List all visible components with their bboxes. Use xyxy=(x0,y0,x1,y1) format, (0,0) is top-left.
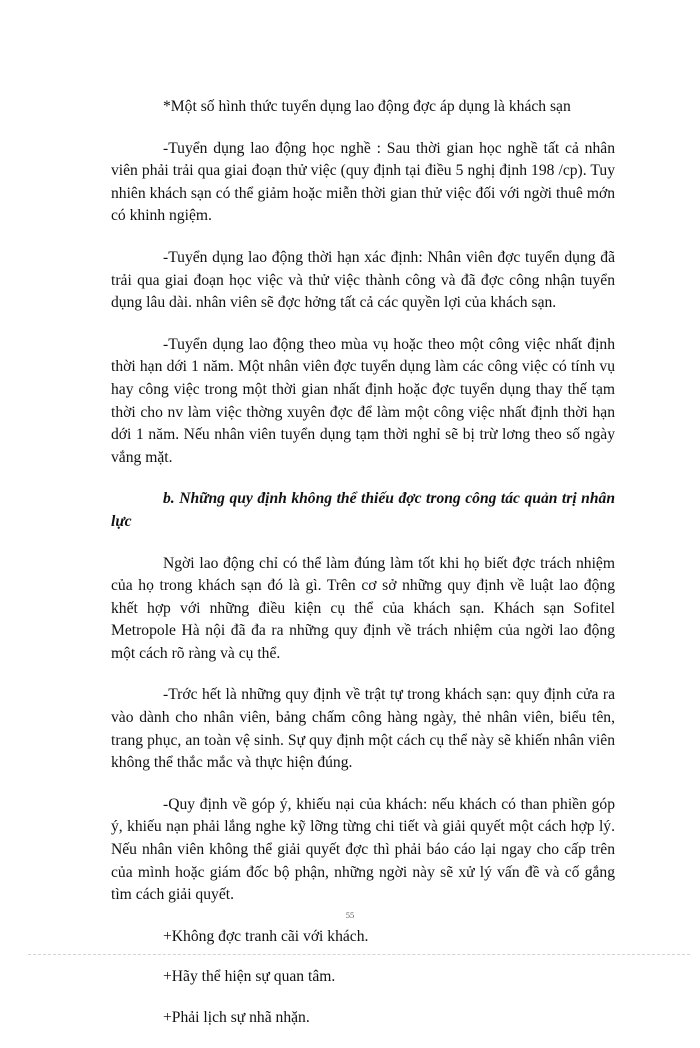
document-page xyxy=(111,96,615,1048)
bullet-item: +Không đợc tranh cãi với khách. xyxy=(163,927,369,945)
paragraph-seasonal-recruitment: -Tuyển dụng lao động theo mùa vụ hoặc theo một công việc nhất định thời hạn dới 1 năm. Một nhân viên đợc tuyển dụng làm các công việc có tính vụ hay công việc trong một thời gian nhất định hoặc đợc tuyển dụng thay thế tạm thời cho nv làm việc thờng xuyên đợc để làm một công việc nhất định thời hạn dới 1 năm. Nếu nhân viên tuyển dụng tạm thời nghỉ sẽ bị trừ lơng theo số ngày vắng mặt. xyxy=(111,335,615,466)
paragraph-fixed-term-recruitment: -Tuyển dụng lao động thời hạn xác định: Nhân viên đợc tuyển dụng đã trải qua giai đoạn học việc và thử việc thành công và đã đợc công nhận tuyển dụng lâu dài. nhân viên sẽ đợc hởng tất cả các quyền lợi của khách sạn. xyxy=(111,248,615,312)
bullet-item: +Phải lịch sự nhã nhặn. xyxy=(163,1009,310,1026)
paragraph-responsibilities: Ngời lao động chỉ có thể làm đúng làm tốt khi họ biết đợc trách nhiệm của họ trong khách sạn đó là gì. Trên cơ sở những quy định về luật lao động khết hợp với những điều kiện cụ thể của khách sạn. Khách sạn Sofitel Metropole Hà nội đã đa ra những quy định về trách nhiệm của ngời lao động một cách rõ ràng và cụ thể. xyxy=(111,554,615,662)
paragraph-complaint-rules: -Quy định về góp ý, khiếu nại của khách: nếu khách có than phiền góp ý, khiếu nạn phải lắng nghe kỹ lỡng từng chi tiết và giải quyết một cách hợp lý. Nếu nhân viên không thể giải quyết đợc thì phải báo cáo lại ngay cho cấp trên của mình hoặc giám đốc bộ phận, những ngời này sẽ xử lý vấn đề và cố gắng tìm cách giải quyết. xyxy=(111,795,615,904)
paragraph-apprentice-recruitment: -Tuyển dụng lao động học nghề : Sau thời gian học nghề tất cả nhân viên phải trải qua giai đoạn thử việc (quy định tại điều 5 nghị định 198 /cp). Tuy nhiên khách sạn có thể giảm hoặc miễn thời gian thử việc đối với ngời thuê mớn có khinh ngiệm. xyxy=(111,139,615,225)
bullet-item: +Hãy thể hiện sự quan tâm. xyxy=(163,968,336,986)
page-bottom-divider xyxy=(28,954,690,955)
paragraph-intro: *Một số hình thức tuyển dụng lao động đợc áp dụng là khách sạn xyxy=(163,98,571,115)
paragraph-order-rules: -Trớc hết là những quy định về trật tự trong khách sạn: quy định cửa ra vào dành cho nhân viên, bảng chấm công hàng ngày, thẻ nhân viên, biểu tên, trang phục, an toàn vệ sinh. Sự quy định một cách cụ thể này sẽ khiến nhân viên không thể thắc mắc và thực hiện đúng. xyxy=(111,686,615,772)
section-heading: b. Những quy định không thể thiếu đợc trong công tác quản trị nhân lực xyxy=(111,490,615,530)
page-number: 55 xyxy=(345,910,355,920)
